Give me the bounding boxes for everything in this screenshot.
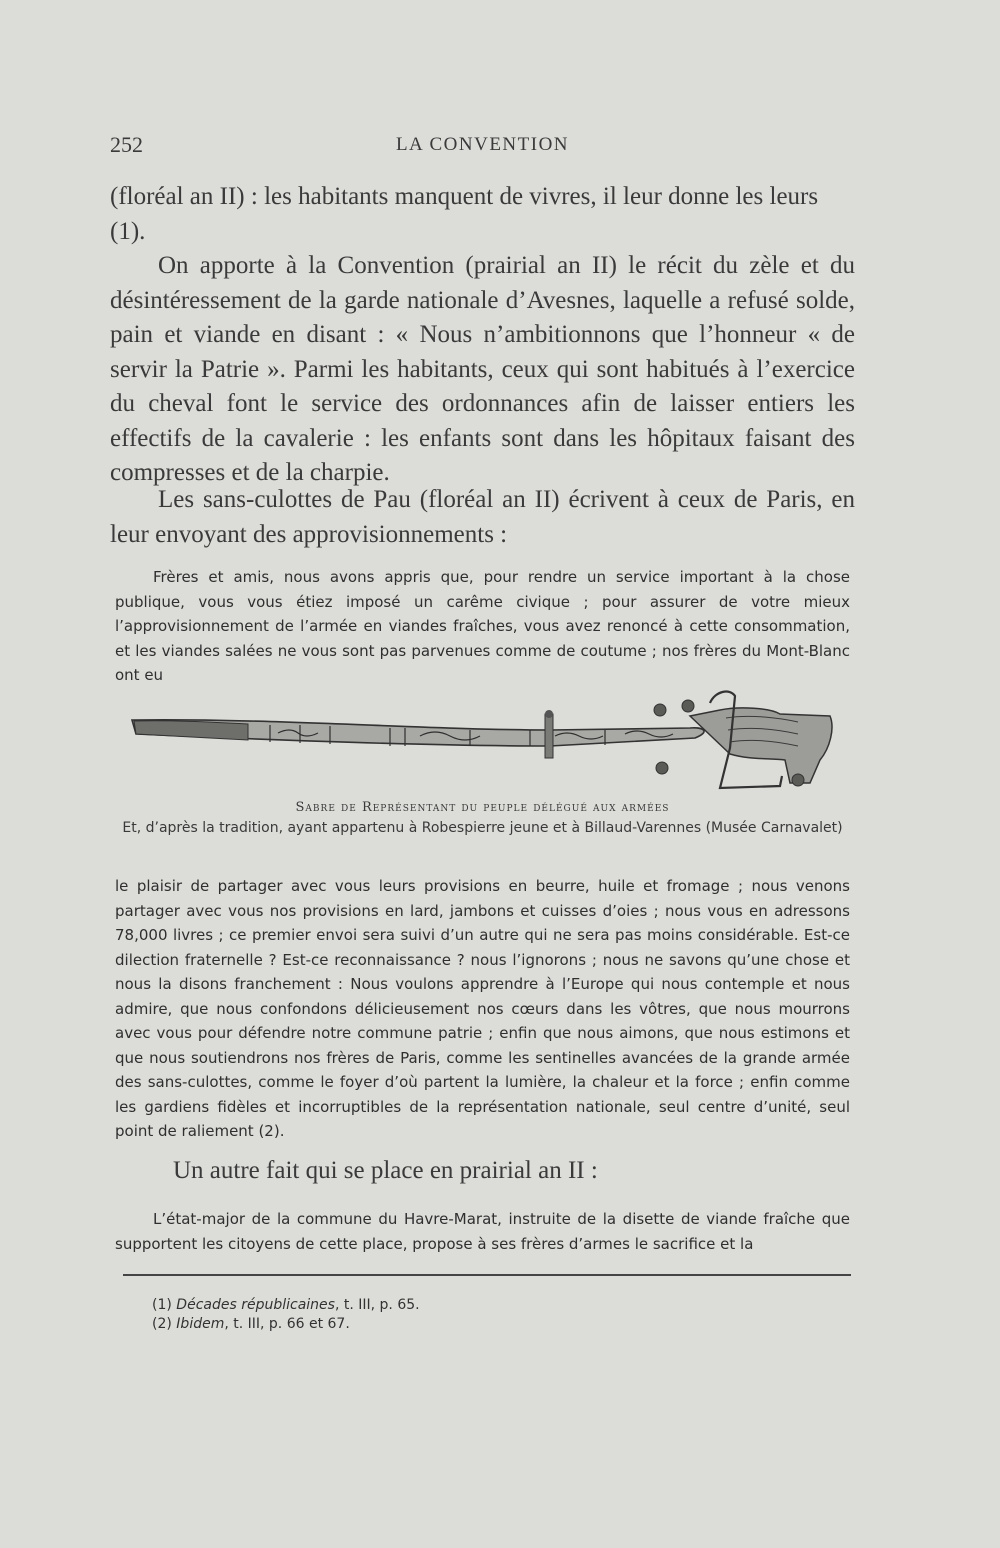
quoted-letter-part2 (115, 874, 850, 1144)
paragraph-avesnes: On apporte à la Convention (prairial an II) le récit du zèle et du désintéressement de la garde nationale d’Avesnes, laquelle a refusé solde, pain et viande en disant : « Nous n’ambitionnons que l’honneur « de servir la Patrie ». Parmi les habitants, ceux qui sont habitués à l’exercice du cheval font le service des ordonnances afin de laisser entiers les effectifs de la cavalerie : les enfants sont dans les hôpitaux faisant des compresses et de la charpie. (110, 252, 855, 486)
figure-caption-title: Sabre de Représentant du peuple délégué aux armées (295, 800, 670, 815)
footnote-mark: (1) (152, 1297, 172, 1313)
quoted-letter-part1 (115, 565, 850, 688)
section-sentence: Un autre fait qui se place en prairial an II : (173, 1157, 598, 1184)
paragraph-continuation: (floréal an II) : les habitants manquent de vivres, il leur donne les leurs (1). (110, 183, 819, 245)
footnote-1 (152, 1297, 420, 1313)
running-header (110, 132, 855, 162)
quoted-havre-text: L’état-major de la commune du Havre-Marat, instruite de la disette de viande fraîche que supportent les citoyens de cette place, propose à ses frères d’armes le sacrifice et la (115, 1210, 850, 1253)
footnote-divider (123, 1274, 851, 1276)
quoted-letter-text: Frères et amis, nous avons appris que, pour rendre un service important à la chose publique, vous vous étiez imposé un carême civique ; pour assurer de votre mieux l’approvisionnement de l’armée en viandes fraîches, vous avez renoncé à cette consommation, et les viandes salées ne vous sont pas parvenues comme de coutume ; nos frères du Mont-Blanc ont eu (115, 568, 850, 684)
sabre-illustration (130, 688, 840, 793)
body-text-pau (110, 483, 855, 552)
footnote-2 (152, 1316, 350, 1332)
footnote-title: Ibidem (176, 1316, 225, 1332)
footnote-mark: (2) (152, 1316, 172, 1332)
footnote-title: Décades républicaines (176, 1297, 335, 1313)
quoted-letter-continuation: le plaisir de partager avec vous leurs provisions en beurre, huile et fromage ; nous venons partager avec vous nos provisions en lard, jambons et cuisses d’oies ; nous vous en adressons 78,000 livres ; ce premier envoi sera suivi d’un autre qui ne sera pas moins considérable. Est-ce dilection fraternelle ? Est-ce reconnaissance ? nous l’ignorons ; nous ne savons qu’une chose et nous la disons franchement : Nous voulons apprendre à l’Europe qui nous contemple et nous admire, que nous confondons délicieusement nos cœurs dans les vôtres, que nous mourrons avec vous pour défendre notre commune patrie ; enfin que nous aimons, que nous estimons et que nous soutiendrons nos frères de Paris, comme les sentinelles avancées de la grande armée des sans-culottes, comme le foyer d’où partent la lumière, la chaleur et la force ; enfin comme les gardiens fidèles et incorruptibles de la représentation nationale, seul centre d’unité, seul point de raliement (2). (115, 877, 850, 1140)
page-number: 252 (110, 132, 143, 157)
quoted-text-havre (115, 1207, 850, 1256)
footnote-reference: , t. III, p. 66 et 67. (224, 1316, 350, 1332)
paragraph-pau: Les sans-culottes de Pau (floréal an II) écrivent à ceux de Paris, en leur envoyant des approvisionnements : (110, 486, 855, 548)
footnote-reference: , t. III, p. 65. (334, 1297, 420, 1313)
running-title: LA CONVENTION (395, 134, 570, 155)
figure-caption-detail: Et, d’après la tradition, ayant appartenu à Robespierre jeune et à Billaud-Varennes (Musée Carnavalet) (122, 820, 843, 836)
body-text-upper (110, 180, 855, 491)
